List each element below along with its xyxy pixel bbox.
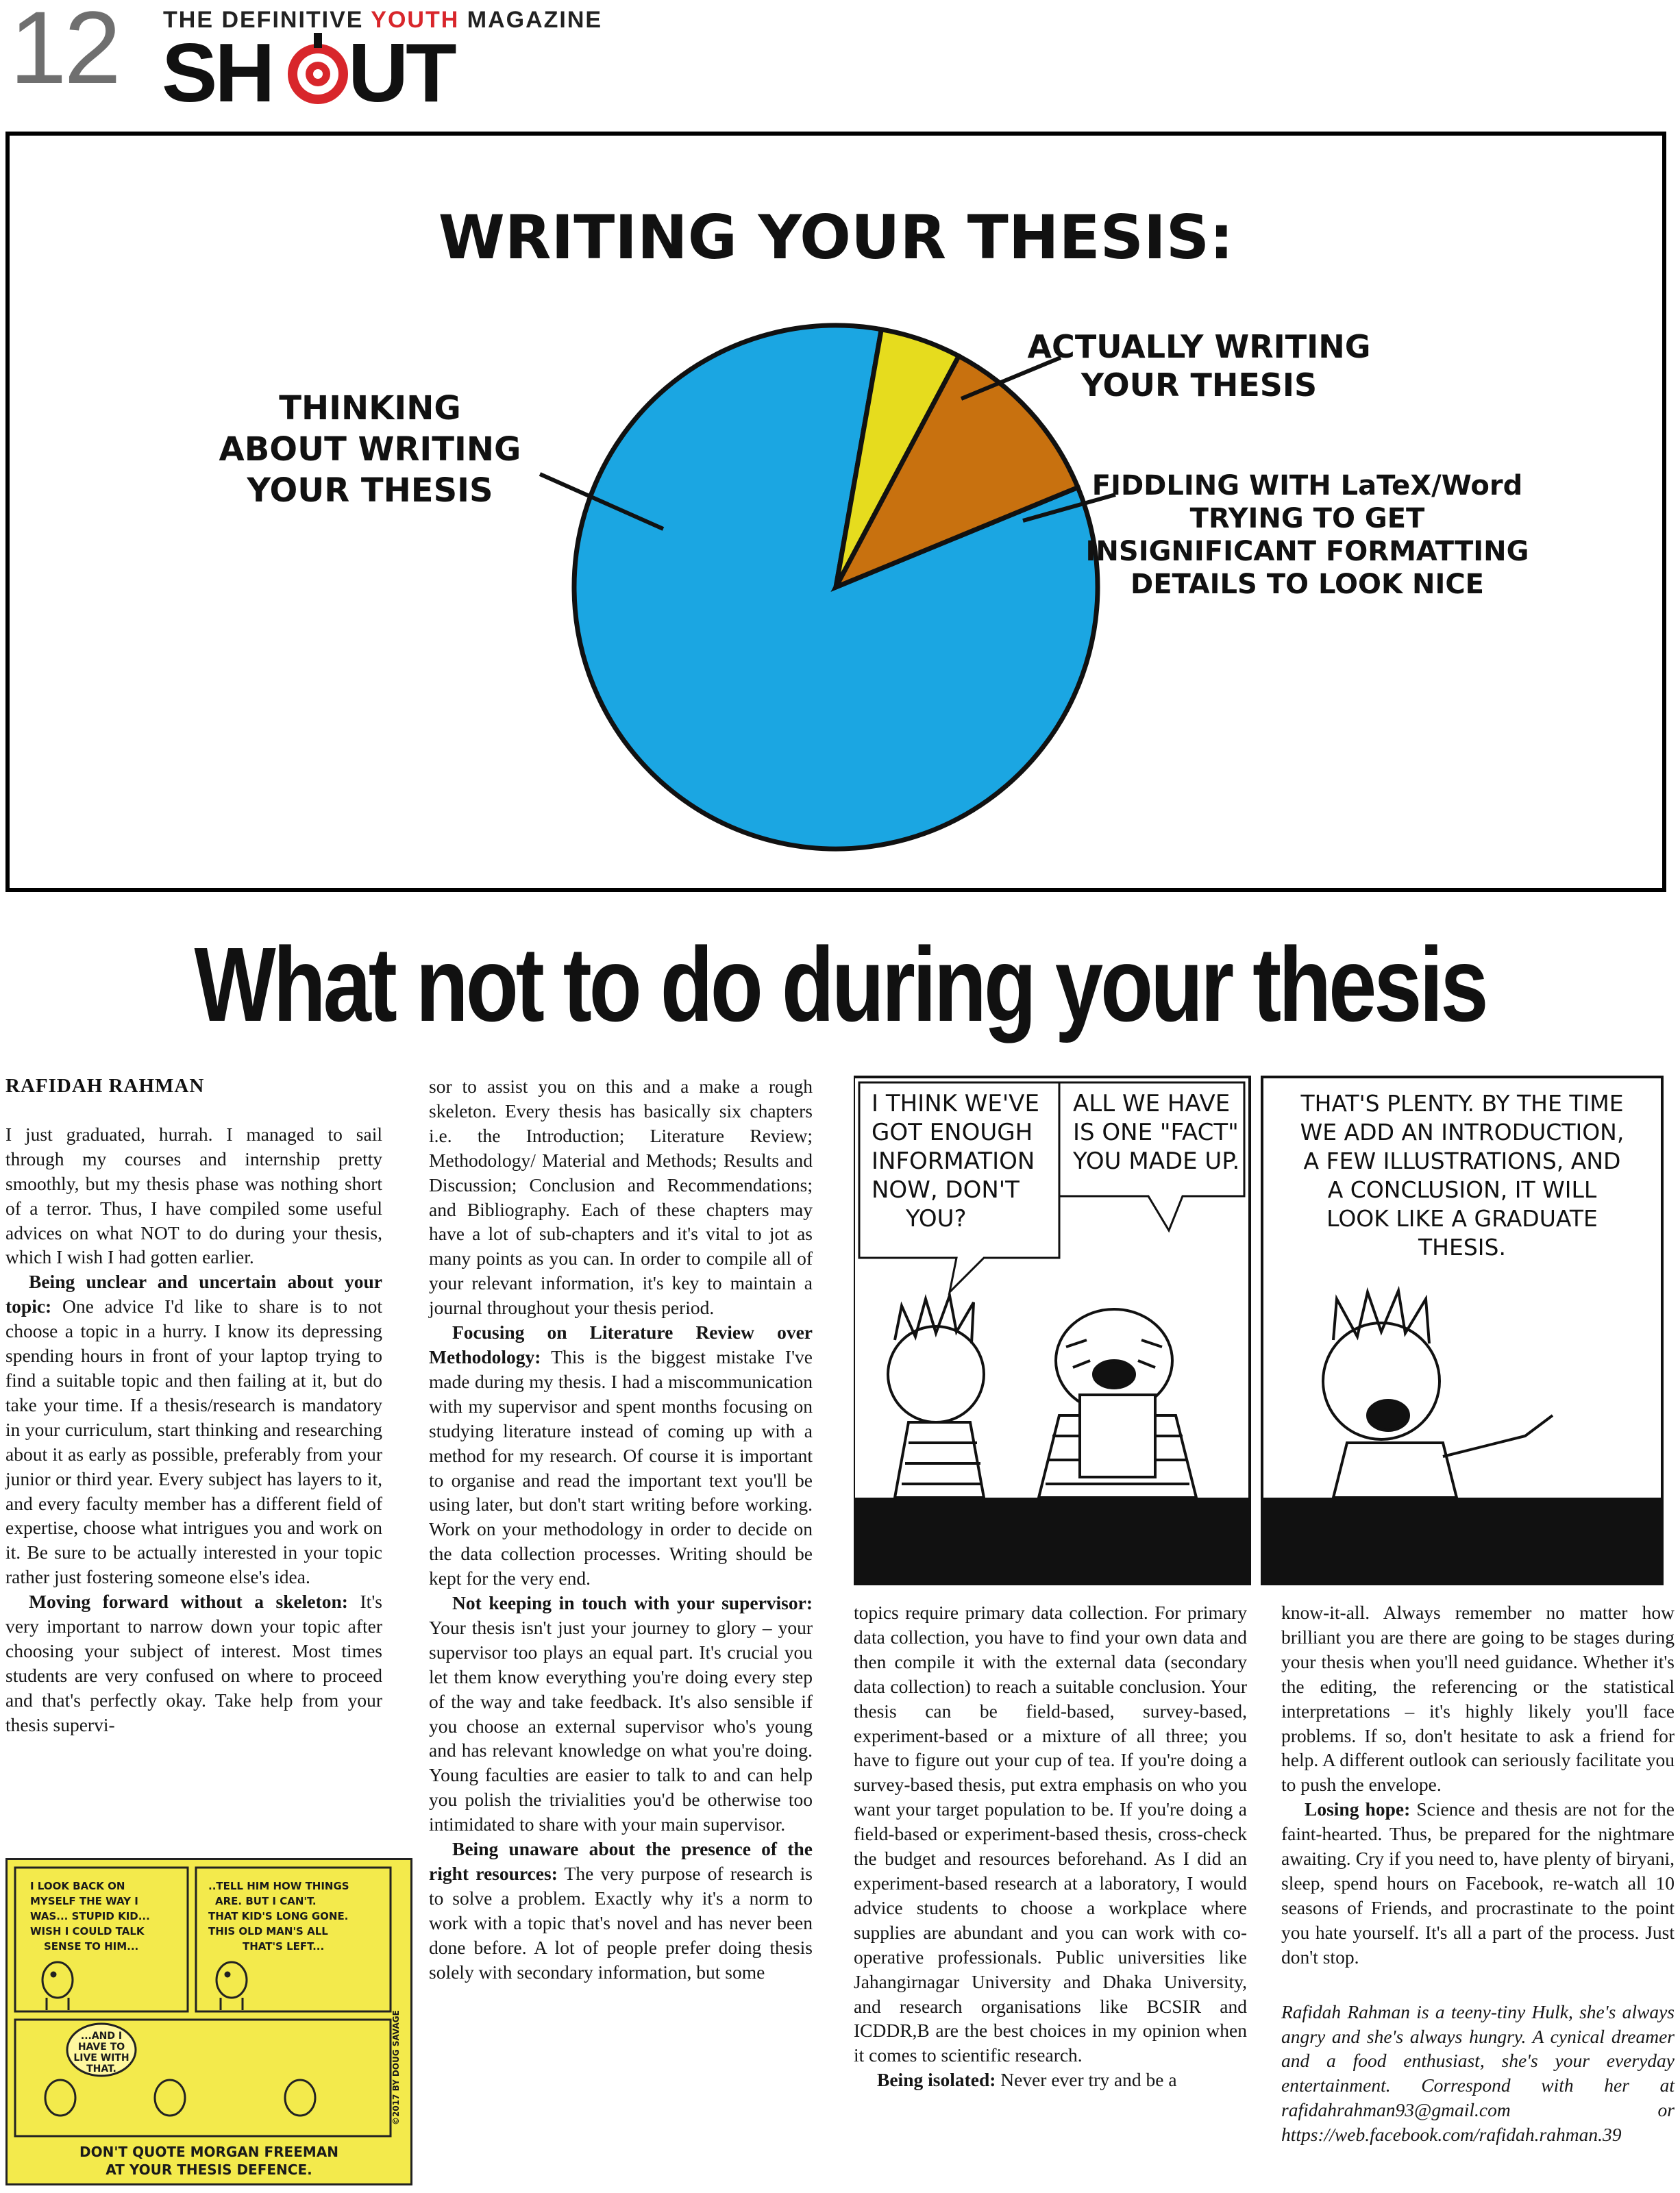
strip-line: NOW, DON'T [872,1176,1020,1204]
label-fiddling-line: TRYING TO GET [1189,503,1425,534]
doodle-bubble-2 [208,1880,349,1953]
subheading: Being unclear and uncertain about your topic: [5,1271,382,1317]
label-thinking-line: ABOUT WRITING [219,430,521,469]
label-thinking-line: THINKING [279,389,461,428]
paragraph [1281,1797,1675,1969]
paragraph: sor to assist you on this and a make a rough skeleton. Every thesis has basically six chapters i.e. the Introduction; Literature Review; Methodology/ Material and Methods; Results and Discussion; Conclusion and Recommendations; and Bibliography. Each of these chapters may have a lot of sub-chapters and it's vital to jot as many points as you can. In order to compile all of your relevant information, it's key to maintain a journal throughout your thesis period. [429,1076,813,1319]
label-writing-line: YOUR THESIS [1080,367,1318,404]
strip-line: IS ONE "FACT" [1073,1119,1239,1146]
paragraph [429,1591,813,1837]
thesis-pie-comic [5,132,1666,892]
doodle-caption-line: AT YOUR THESIS DEFENCE. [106,2161,312,2178]
logo-o-target-icon [288,33,348,104]
doodle-cartoon [5,1858,412,2185]
strip-line: I THINK WE'VE [872,1090,1039,1117]
label-fiddling-line: INSIGNIFICANT FORMATTING [1085,536,1529,567]
label-fiddling-line: FIDDLING WITH LaTeX/Word [1091,470,1523,501]
article-column-4 [1281,1600,1675,2147]
subheading: Being unaware about the presence of the right resources: [429,1838,813,1884]
label-writing-line: ACTUALLY WRITING [1027,328,1371,365]
strip-line: YOU? [906,1205,967,1232]
byline: RAFIDAH RAHMAN [5,1075,205,1097]
paragraph: topics require primary data collection. For primary data collection, you have to find your own data and then compile it with the external data (secondary data collection) to reach a suitable conclusion. Your thesis can be field-based, survey-based, experiment-based or a mixture of all three; you have to figure out your cup of tea. If you're doing a survey-based thesis, put extra emphasis on who you want your target population to be. If you're doing a field-based or experiment-based thesis, cross-check the budget and resources beforehand. As I did an experiment-based research at a laboratory, I would advice students to choose a workplace where supplies are abundant and you can work with co-operative professionals. Public universities like Jahangirnagar University and Dhaka University, and research organisations like BCSIR and ICDDR,B are the best choices in my opinion when it comes to scientific research. [854,1602,1247,2066]
label-thinking-line: YOUR THESIS [247,471,493,510]
page-number: 12 [10,0,119,105]
paragraph-text: The very purpose of research is to solve a problem. Exactly why it's a norm to work with a topic that's novel and has never been done before. A lot of people prefer doing thesis solely with secondary information, but some [429,1863,813,1983]
strip-line: YOU MADE UP. [1073,1148,1240,1175]
doodle-line: WISH I COULD TALK [30,1925,145,1937]
doodle-line: THIS OLD MAN'S ALL [208,1925,328,1937]
tagline-highlight: YOUTH [371,7,460,33]
strip-line: THESIS. [1418,1234,1506,1261]
doodle-bubble-1 [30,1880,150,1953]
label-writing [1027,328,1370,404]
logo-text-left: SH [162,27,273,110]
doodle-line: THAT KID'S LONG GONE. [208,1910,349,1922]
strip-line: LOOK LIKE A GRADUATE [1326,1205,1598,1232]
paragraph-text: Your thesis isn't just your journey to glory – your supervisor too plays an equal part. It's crucial you let them know everything you're doing every step of the way and take feedback. It's also sensible if you choose an external supervisor who's young and has relevant knowledge on what you're doing. Young faculties are easier to talk to and can help you polish the trivialities you'd be otherwise too intimidated to share with your main supervisor. [429,1616,813,1835]
subheading: Moving forward without a skeleton: [29,1591,348,1613]
paragraph-text: It's very important to narrow down your topic after choosing your subject of interest. Most times students are very confused on where to proceed and that's perfectly okay. Take help from your thesis supervi- [5,1591,382,1735]
doodle-line: LIVE WITH [73,2053,129,2064]
paragraph: know-it-all. Always remember no matter how brilliant you are there are going to be stages during your thesis when you'll need guidance. Whether it's the editing, the referencing or the statistical interpretations – it's highly likely you'll face problems. If so, don't hesitate to ask a friend for help. A different outlook can seriously facilitate you to push the envelope. [1281,1602,1675,1796]
paragraph [429,1837,813,1984]
strip-line: A CONCLUSION, IT WILL [1327,1176,1597,1203]
doodle-line: WAS... STUPID KID... [30,1910,150,1922]
subheading: Focusing on Literature Review over Methodology: [429,1322,813,1367]
paragraph-text: This is the biggest mistake I've made during my thesis. I had a miscommunication with my supervisor and spent months focusing on studying literature instead of coming up with a method for my research. Of course it is important to organise and read the important text you'll be using later, but don't start writing before working. Work on your methodology in order to decide on the data collection processes. Writing should be kept for the very end. [429,1346,813,1589]
article-column-3 [854,1600,1247,2092]
doodle-caption [79,2144,338,2178]
article-column-2 [429,1074,813,1985]
tagline-suffix: MAGAZINE [459,7,603,33]
strip-line: THAT'S PLENTY. BY THE TIME [1300,1090,1624,1117]
strip-line: ALL WE HAVE [1073,1090,1231,1117]
doodle-line: THAT. [86,2064,116,2074]
paragraph [429,1320,813,1591]
doodle-line: MYSELF THE WAY I [30,1895,138,1907]
strip-line: INFORMATION [872,1148,1035,1175]
article-column-1 [5,1074,382,1737]
doodle-line: SENSE TO HIM... [44,1940,139,1953]
doodle-line: I LOOK BACK ON [30,1880,125,1892]
subheading: Losing hope: [1305,1798,1411,1820]
logo-text-right: UT [348,27,454,110]
label-thinking [219,389,521,510]
strip-line: A FEW ILLUSTRATIONS, AND [1303,1148,1621,1174]
pie-slices [574,325,1098,849]
label-fiddling-line: DETAILS TO LOOK NICE [1130,569,1485,600]
shout-logo [159,27,481,110]
strip-line: GOT ENOUGH [872,1119,1033,1146]
comic-strip [854,1073,1666,1588]
subheading: Not keeping in touch with your supervisor: [452,1592,813,1614]
author-bio: Rafidah Rahman is a teeny-tiny Hulk, she's always angry and she's always hungry. A cynical dreamer and a food enthusiast, she's your everyday entertainment. Correspond with her at rafidahrahman93@gmail.com or https://web.facebook.com/rafidah.rahman.39 [1281,2000,1675,2146]
doodle-line: HAVE TO [77,2042,125,2053]
doodle-line: ...AND I [80,2031,123,2042]
paragraph [5,1269,382,1589]
paragraph: I just graduated, hurrah. I managed to sail through my courses and internship pretty smoothly, but my thesis phase was nothing short of a terror. Thus, I have compiled some useful advices on what NOT to do during your thesis, which I wish I had gotten earlier. [5,1123,382,1268]
tagline-prefix: THE DEFINITIVE [163,7,371,33]
doodle-line: THAT'S LEFT... [243,1940,325,1953]
paragraph [5,1589,382,1737]
paragraph-text: Never ever try and be a [996,2069,1177,2091]
strip-bubble-2-text [1072,1090,1239,1175]
article-headline: What not to do during your thesis [194,926,1486,1043]
doodle-credit: ©2017 BY DOUG SAVAGE [391,2010,401,2125]
paragraph-text: Science and thesis are not for the faint-hearted. Thus, be prepared for the nightmare awaiting. Cry if you need to, have plenty of biryani, sleep, spend hours on Facebook, re-watch all 10 seasons of Friends, and procrastinate to the point you hate yourself. It's all a part of the process. Just don't stop. [1281,1798,1675,1968]
comic-title: WRITING YOUR THESIS: [438,202,1234,273]
paragraph-text: One advice I'd like to share is to not choose a topic in a hurry. I know its depressing spending hours in front of your laptop trying to find a suitable topic and then failing at it, but do take your time. If a thesis/research is mandatory in your curriculum, start thinking and researching about it as early as possible, preferably from your junior or third year. Every subject has layers to it, and every faculty member has a different field of expertise, choose what intrigues you and work on it. Be sure to be actually interested in your topic rather just fostering someone else's idea. [5,1296,382,1588]
subheading: Being isolated: [877,2069,996,2091]
strip-line: WE ADD AN INTRODUCTION, [1300,1119,1625,1145]
paragraph [854,2068,1247,2092]
label-fiddling [1086,470,1529,600]
doodle-caption-line: DON'T QUOTE MORGAN FREEMAN [79,2144,338,2160]
doodle-line: ARE. BUT I CAN'T. [215,1895,317,1907]
doodle-line: ..TELL HIM HOW THINGS [208,1880,349,1892]
